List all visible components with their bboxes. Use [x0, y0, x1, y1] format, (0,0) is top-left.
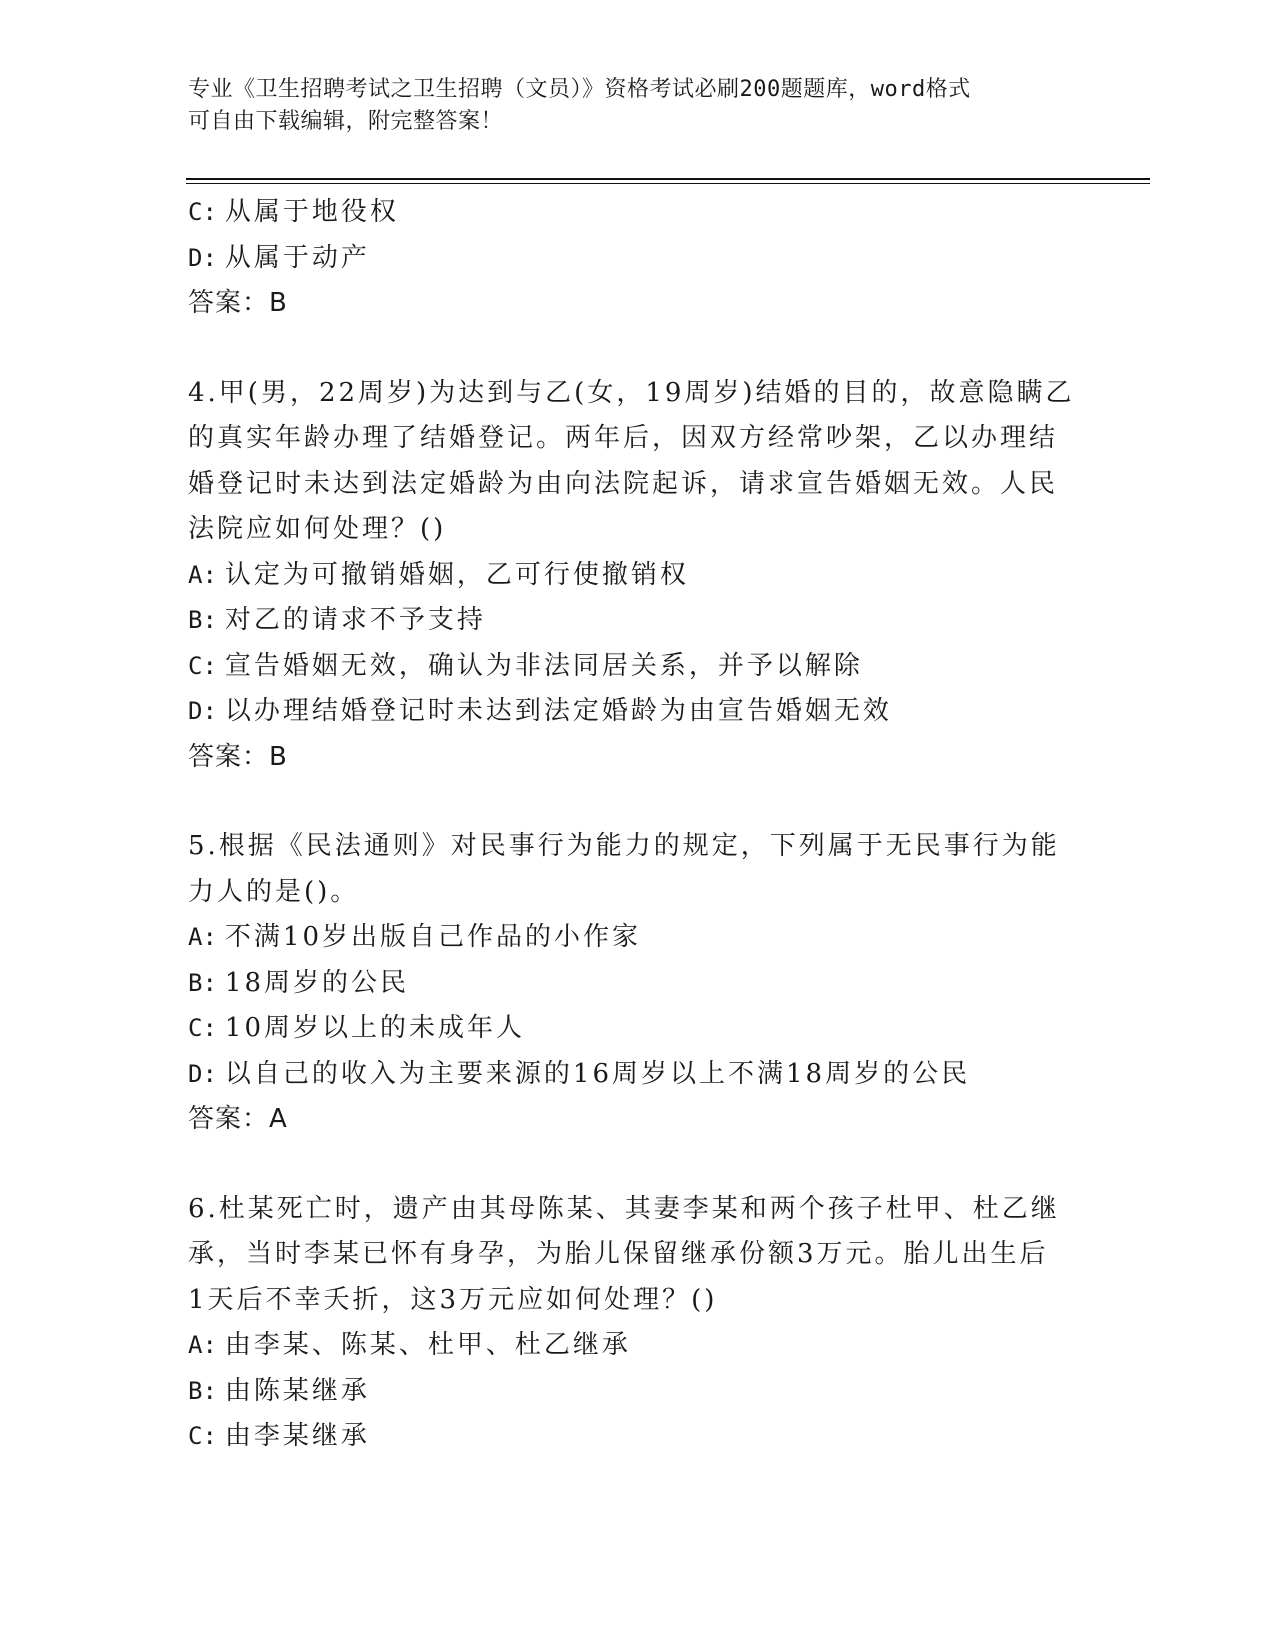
q5-answer: 答案：A — [188, 1104, 288, 1134]
header-title-line-2: 可自由下载编辑，附完整答案！ — [188, 109, 504, 134]
option-text: 18周岁的公民 — [224, 967, 409, 998]
q5-option-b — [188, 961, 1088, 1007]
q5-stem-line-1: 5.根据《民法通则》对民事行为能力的规定，下列属于无民事行为能 — [188, 831, 1060, 861]
option-label: B: — [188, 606, 217, 634]
q3-option-c — [188, 190, 1088, 236]
q4-option-d — [188, 689, 1088, 735]
option-text: 以办理结婚登记时未达到法定婚龄为由宣告婚姻无效 — [224, 696, 892, 726]
option-text: 由李某、陈某、杜甲、杜乙继承 — [224, 1330, 631, 1360]
option-label: A: — [188, 923, 217, 951]
option-text: 以自己的收入为主要来源的16周岁以上不满18周岁的公民 — [224, 1058, 971, 1089]
q6-stem-line-3: 1天后不幸夭折，这3万元应如何处理？() — [188, 1284, 718, 1315]
q5-option-d — [188, 1052, 1088, 1098]
option-label: A: — [188, 560, 217, 589]
spacer — [188, 1143, 1088, 1187]
q4-option-a — [188, 553, 1088, 599]
option-label: A: — [188, 1331, 217, 1359]
option-text: 从属于地役权 — [224, 197, 399, 227]
q6-stem-line-1: 6.杜某死亡时，遗产由其母陈某、其妻李某和两个孩子杜甲、杜乙继 — [188, 1193, 1060, 1224]
page-header — [188, 74, 1068, 138]
option-label: C: — [188, 651, 217, 680]
q5-stem-line-2: 力人的是()。 — [188, 876, 360, 907]
q6-stem-line-2: 承，当时李某已怀有身孕，为胎儿保留继承份额3万元。胎儿出生后 — [188, 1239, 1049, 1269]
option-label: C: — [188, 1422, 217, 1450]
q4-stem-line-2: 的真实年龄办理了结婚登记。两年后，因双方经常吵架，乙以办理结 — [188, 423, 1059, 453]
q4-stem-line-4: 法院应如何处理？() — [188, 514, 447, 544]
option-text: 10周岁以上的未成年人 — [224, 1013, 525, 1043]
header-divider-thick — [186, 178, 1150, 180]
option-label: B: — [188, 1376, 217, 1405]
option-label: C: — [188, 1014, 217, 1042]
q4-option-c — [188, 644, 1088, 690]
header-title-line-1: 专业《卫生招聘考试之卫生招聘（文员）》资格考试必刷200题题库，word格式 — [188, 77, 971, 102]
q6-option-a — [188, 1323, 1088, 1369]
option-label: D: — [188, 243, 217, 272]
q5-option-c — [188, 1006, 1088, 1052]
option-text: 不满10岁出版自己作品的小作家 — [224, 922, 641, 952]
q3-option-d — [188, 236, 1088, 282]
option-text: 由陈某继承 — [224, 1375, 370, 1406]
option-label: C: — [188, 198, 217, 226]
option-label: D: — [188, 697, 217, 725]
q5-option-a — [188, 915, 1088, 961]
option-text: 认定为可撤销婚姻，乙可行使撤销权 — [224, 559, 689, 590]
q3-answer: 答案：B — [188, 288, 288, 318]
option-text: 从属于动产 — [224, 242, 370, 273]
option-label: B: — [188, 968, 217, 997]
q4-stem-line-3: 婚登记时未达到法定婚龄为由向法院起诉，请求宣告婚姻无效。人民 — [188, 468, 1059, 499]
q6-option-c — [188, 1414, 1088, 1460]
q4-answer: 答案：B — [188, 741, 288, 772]
header-divider-thin — [186, 183, 1150, 184]
option-text: 对乙的请求不予支持 — [224, 605, 486, 635]
question-content — [188, 190, 1088, 1460]
spacer — [188, 327, 1088, 371]
option-text: 由李某继承 — [224, 1421, 370, 1451]
q6-option-b — [188, 1369, 1088, 1415]
q4-stem-line-1: 4.甲(男，22周岁)为达到与乙(女，19周岁)结婚的目的，故意隐瞒乙 — [188, 377, 1075, 408]
spacer — [188, 780, 1088, 824]
q4-option-b — [188, 598, 1088, 644]
option-label: D: — [188, 1059, 217, 1088]
option-text: 宣告婚姻无效，确认为非法同居关系，并予以解除 — [224, 650, 863, 681]
